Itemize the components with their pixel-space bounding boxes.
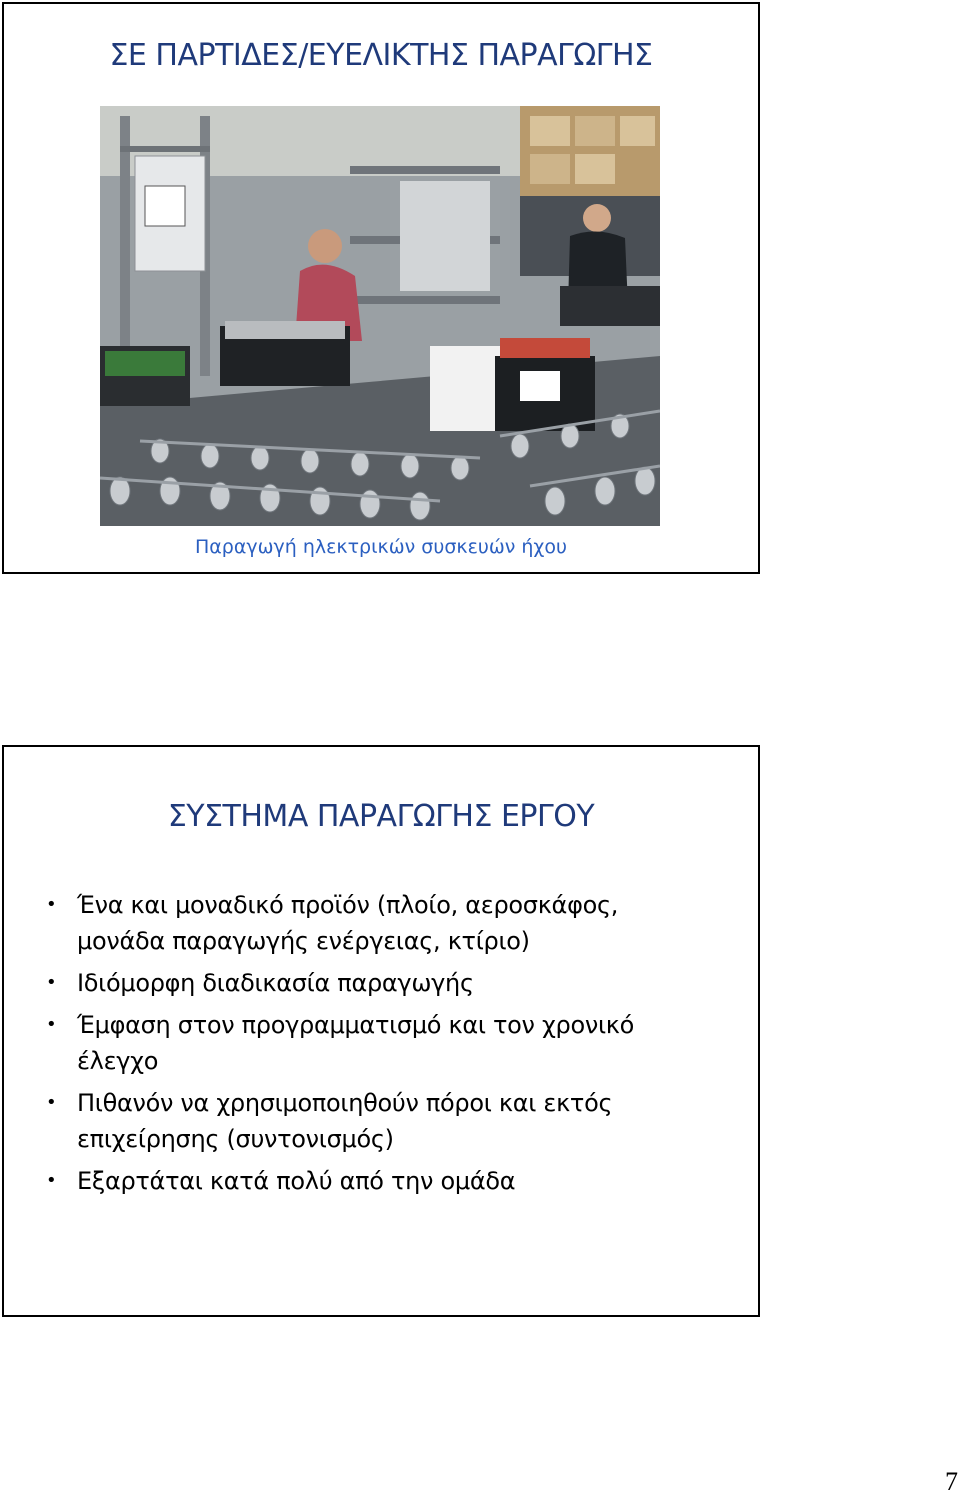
bullet-icon: •	[46, 1014, 57, 1035]
bullet-item	[4, 1007, 744, 1079]
bullet-line: Έμφαση στον προγραμματισμό και τον χρονικό	[77, 1011, 635, 1039]
bullet-line: Εξαρτάται κατά πολύ από την ομάδα	[77, 1167, 516, 1195]
photo-caption: Παραγωγή ηλεκτρικών συσκευών ήχου	[194, 536, 568, 558]
bullet-icon: •	[46, 894, 57, 915]
bullet-icon: •	[46, 1092, 57, 1113]
bullet-item	[4, 887, 744, 959]
slide-batch-production	[2, 2, 760, 574]
bullet-line: Ένα και μοναδικό προϊόν (πλοίο, αεροσκάφος,	[77, 891, 619, 919]
slide-project-production	[2, 745, 760, 1317]
bullet-item	[4, 1163, 744, 1199]
bullet-line: Πιθανόν να χρησιμοποιηθούν πόροι και εκτός	[77, 1089, 613, 1117]
bullet-list	[4, 887, 744, 1205]
bullet-line: έλεγχο	[77, 1047, 159, 1075]
bullet-line: επιχείρησης (συντονισμός)	[77, 1125, 394, 1153]
page-number: 7	[945, 1467, 958, 1496]
factory-assembly-line-photo	[100, 106, 660, 526]
bullet-item	[4, 1085, 744, 1157]
bullet-icon: •	[46, 1170, 57, 1191]
bullet-item	[4, 965, 744, 1001]
bullet-line: Ιδιόμορφη διαδικασία παραγωγής	[77, 969, 474, 997]
bullet-icon: •	[46, 972, 57, 993]
slide-title: ΣΕ ΠΑΡΤΙΔΕΣ/ΕΥΕΛΙΚΤΗΣ ΠΑΡΑΓΩΓΗΣ	[109, 38, 653, 73]
slide-title: ΣΥΣΤΗΜΑ ΠΑΡΑΓΩΓΗΣ ΕΡΓΟΥ	[167, 799, 595, 834]
bullet-line: μονάδα παραγωγής ενέργειας, κτίριο)	[77, 927, 530, 955]
